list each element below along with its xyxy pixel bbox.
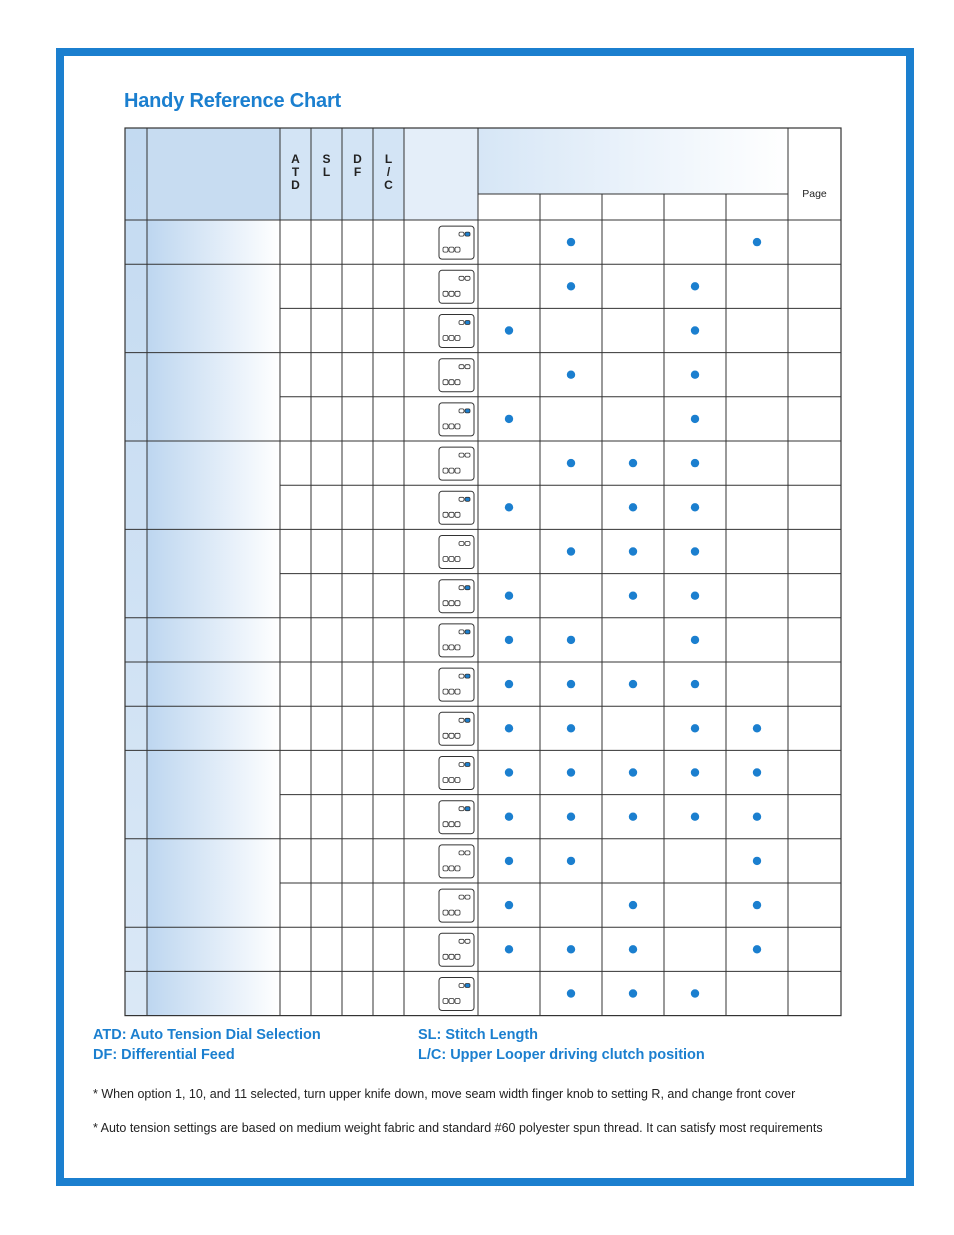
- dot-marker: [505, 636, 513, 644]
- icon-frame: [439, 580, 474, 613]
- icon-frame: [439, 801, 474, 834]
- icon-part: [465, 409, 470, 413]
- dot-marker: [567, 547, 575, 555]
- legend-sl: SL: Stitch Length: [418, 1027, 539, 1043]
- dot-marker: [629, 945, 637, 953]
- stitch-icon-14: [439, 801, 474, 834]
- legend-atd: ATD: Auto Tension Dial Selection: [93, 1027, 321, 1043]
- dot-marker: [753, 813, 761, 821]
- dot-marker: [629, 459, 637, 467]
- number-column-fill: [125, 128, 147, 1016]
- dot-marker: [505, 592, 513, 600]
- dot-marker: [567, 724, 575, 732]
- icon-frame: [439, 712, 474, 745]
- dot-marker: [753, 945, 761, 953]
- stitch-icon-9: [439, 580, 474, 613]
- dot-marker: [567, 636, 575, 644]
- dot-marker: [567, 371, 575, 379]
- icon-frame: [439, 668, 474, 701]
- stitch-icon-1: [439, 226, 474, 259]
- stitch-icon-8: [439, 536, 474, 569]
- icon-frame: [439, 978, 474, 1011]
- dot-marker: [629, 901, 637, 909]
- header-lc-letter: /: [386, 165, 391, 179]
- stitch-icon-7: [439, 491, 474, 524]
- header-df-letter: F: [353, 165, 362, 179]
- icon-part: [465, 630, 470, 634]
- icon-part: [465, 586, 470, 590]
- header-lc-letter: L: [384, 152, 393, 166]
- icon-part: [465, 321, 470, 325]
- dot-marker: [505, 945, 513, 953]
- dot-marker: [629, 592, 637, 600]
- header-atd-letter: A: [291, 152, 300, 166]
- dot-marker: [505, 326, 513, 334]
- dot-marker: [691, 547, 699, 555]
- legend-lc: L/C: Upper Looper driving clutch position: [418, 1047, 705, 1063]
- dot-marker: [505, 857, 513, 865]
- needle-header-fill: [478, 128, 788, 194]
- stitch-icon-12: [439, 712, 474, 745]
- dot-marker: [691, 282, 699, 290]
- header-df-letter: D: [353, 152, 362, 166]
- dot-marker: [629, 813, 637, 821]
- legend-df: DF: Differential Feed: [93, 1047, 235, 1063]
- note-option: * When option 1, 10, and 11 selected, turn upper knife down, move seam width finger knob to setting R, and change front cover: [93, 1087, 796, 1101]
- header-atd-letter: D: [291, 178, 300, 192]
- dot-marker: [629, 680, 637, 688]
- dot-marker: [567, 989, 575, 997]
- dot-marker: [753, 724, 761, 732]
- icon-part: [465, 497, 470, 501]
- dot-marker: [691, 415, 699, 423]
- dot-marker: [691, 768, 699, 776]
- icon-frame: [439, 226, 474, 259]
- icon-frame: [439, 536, 474, 569]
- dot-marker: [629, 768, 637, 776]
- icon-part: [465, 718, 470, 722]
- dot-marker: [753, 238, 761, 246]
- dot-marker: [505, 901, 513, 909]
- stitch-icon-2: [439, 270, 474, 303]
- dot-marker: [505, 724, 513, 732]
- dot-marker: [567, 459, 575, 467]
- dot-marker: [691, 503, 699, 511]
- icon-part: [465, 984, 470, 988]
- icon-part: [465, 232, 470, 236]
- icon-frame: [439, 491, 474, 524]
- dot-marker: [753, 901, 761, 909]
- stitch-icon-6: [439, 447, 474, 480]
- stitch-icon-18: [439, 978, 474, 1011]
- stitch-icon-16: [439, 889, 474, 922]
- dot-marker: [567, 238, 575, 246]
- dot-marker: [629, 989, 637, 997]
- header-sl-letter: L: [322, 165, 331, 179]
- icon-frame: [439, 933, 474, 966]
- icon-frame: [439, 315, 474, 348]
- icon-part: [465, 763, 470, 767]
- dot-marker: [567, 945, 575, 953]
- icon-frame: [439, 403, 474, 436]
- page-title: Handy Reference Chart: [124, 90, 341, 112]
- dot-marker: [505, 768, 513, 776]
- icon-frame: [439, 757, 474, 790]
- icon-header-fill: [404, 128, 478, 220]
- icon-frame: [439, 889, 474, 922]
- icon-frame: [439, 359, 474, 392]
- icon-frame: [439, 845, 474, 878]
- dot-marker: [691, 813, 699, 821]
- dot-marker: [753, 768, 761, 776]
- dot-marker: [629, 547, 637, 555]
- header-page: Page: [802, 188, 827, 200]
- dot-marker: [629, 503, 637, 511]
- stitch-icon-4: [439, 359, 474, 392]
- dot-marker: [691, 680, 699, 688]
- stitch-icon-17: [439, 933, 474, 966]
- header-atd-letter: T: [291, 165, 300, 179]
- dot-marker: [691, 636, 699, 644]
- stitch-icon-15: [439, 845, 474, 878]
- stitch-icon-10: [439, 624, 474, 657]
- dot-marker: [567, 680, 575, 688]
- icon-frame: [439, 270, 474, 303]
- dot-marker: [691, 326, 699, 334]
- dot-marker: [505, 503, 513, 511]
- dot-marker: [691, 371, 699, 379]
- icon-frame: [439, 624, 474, 657]
- dot-marker: [567, 813, 575, 821]
- icon-frame: [439, 447, 474, 480]
- dot-marker: [505, 680, 513, 688]
- header-lc-letter: C: [384, 178, 393, 192]
- dot-marker: [505, 415, 513, 423]
- dot-marker: [691, 989, 699, 997]
- stitch-icon-5: [439, 403, 474, 436]
- dot-marker: [753, 857, 761, 865]
- dot-marker: [567, 282, 575, 290]
- dot-marker: [691, 459, 699, 467]
- icon-part: [465, 674, 470, 678]
- dot-marker: [567, 857, 575, 865]
- dot-marker: [567, 768, 575, 776]
- header-sl-letter: S: [322, 152, 331, 166]
- stitch-icon-3: [439, 315, 474, 348]
- dot-marker: [691, 724, 699, 732]
- note-tension: * Auto tension settings are based on medium weight fabric and standard #60 polyester spun thread. It can satisfy most requirements: [93, 1121, 823, 1135]
- stitch-icon-13: [439, 757, 474, 790]
- name-header-fill: [147, 128, 280, 220]
- dot-marker: [505, 813, 513, 821]
- icon-part: [465, 807, 470, 811]
- stitch-icon-11: [439, 668, 474, 701]
- dot-marker: [691, 592, 699, 600]
